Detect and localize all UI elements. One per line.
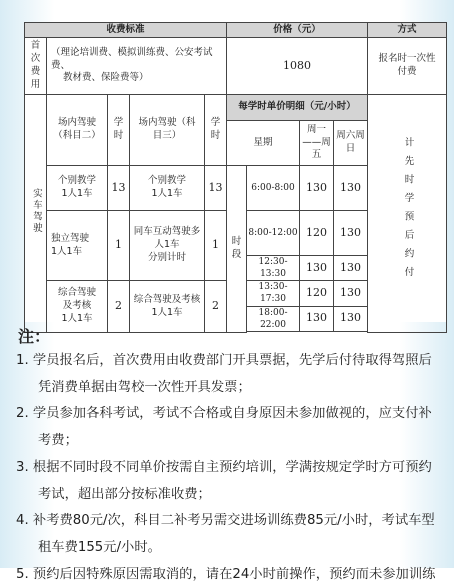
note-item-line2: 租车费155元/小时。 xyxy=(38,539,161,555)
note-item-line2: 考费； xyxy=(38,433,78,449)
note-item-line2: 凭消费单据由驾校一次性开具发票； xyxy=(38,379,251,395)
weekend-price: 130 xyxy=(334,211,368,256)
time-slot: 6:00-8:00 xyxy=(247,166,300,211)
weekday-price: 120 xyxy=(300,211,334,256)
table-cell: 1 xyxy=(108,211,130,281)
note-item-line1: 2. 学员参加各科考试，考试不合格或自身原因未参加做视的，应支付补 xyxy=(16,406,432,422)
header-price: 价格（元） xyxy=(227,23,368,38)
col-header-hours-a: 学时 xyxy=(108,95,130,166)
table-cell: 综合驾驶 及考核 1人1车 xyxy=(47,281,108,333)
practical-label-text: 实车驾驶 xyxy=(30,188,42,235)
weekend-price: 130 xyxy=(334,281,368,306)
note-item-line1: 1. 学员报名后，首次费用由收费部门开具票据，先学后付待取得驾照后 xyxy=(16,353,432,368)
col-header-subject2: 场内驾驶（科目二） xyxy=(47,95,108,166)
table-cell: 独立驾驶 1人1车 xyxy=(47,211,108,281)
header-fee-standard: 收费标准 xyxy=(25,23,227,38)
period-label: 时段 xyxy=(227,166,247,333)
notes-section xyxy=(16,326,446,588)
first-fee-content-line2: 教材费、保险费等） xyxy=(63,72,149,84)
weekend-price: 130 xyxy=(334,256,368,281)
time-slot: 18:00-22:00 xyxy=(247,306,300,331)
mon-fri-header: 周一——周五 xyxy=(300,121,334,166)
weekend-price: 130 xyxy=(334,166,368,211)
first-fee-content xyxy=(47,38,227,95)
time-slot: 12:30-13:30 xyxy=(247,256,300,281)
time-slot: 8:00-12:00 xyxy=(247,211,300,256)
weekday-price: 120 xyxy=(300,281,334,306)
weekday-price: 130 xyxy=(300,256,334,281)
notes-title: 注： xyxy=(18,327,51,346)
note-item-line1: 5. 预约后因特殊原因需取消的，请在24小时前操作，预约而未参加训练 xyxy=(16,566,436,582)
weekday-price: 130 xyxy=(300,166,334,211)
table-cell: 13 xyxy=(108,166,130,211)
practical-method-text: 计先时学预后约付 xyxy=(402,137,414,286)
weekday-price: 130 xyxy=(300,306,334,331)
table-cell: 2 xyxy=(108,281,130,333)
table-cell: 2 xyxy=(205,281,227,333)
unit-price-title: 每学时单价明细（元/小时） xyxy=(227,95,368,121)
note-item-line1: 4. 补考费80元/次，科目二补考另需交进场训练费85元/小时，考试车型 xyxy=(16,513,435,529)
table-cell: 综合驾驶及考核 1人1车 xyxy=(130,281,205,333)
fee-table-container xyxy=(24,22,446,330)
table-cell: 13 xyxy=(205,166,227,211)
first-fee-price: 1080 xyxy=(227,38,368,95)
note-item-line2: 考试，超出部分按标准收费； xyxy=(38,486,211,502)
time-slot: 13:30-17:30 xyxy=(247,281,300,306)
table-cell: 1 xyxy=(205,211,227,281)
table-cell: 个别教学 1人1车 xyxy=(47,166,108,211)
fee-table xyxy=(24,22,447,333)
first-fee-label: 首次费用 xyxy=(25,38,47,95)
sat-sun-header: 周六周日 xyxy=(334,121,368,166)
col-header-hours-b: 学时 xyxy=(205,95,227,166)
first-fee-content-line1: （理论培训费、模拟训练费、公安考试费、 xyxy=(51,46,213,71)
week-label: 星期 xyxy=(227,121,300,166)
practical-method xyxy=(368,95,447,333)
header-method: 方式 xyxy=(368,23,447,38)
weekend-price: 130 xyxy=(334,306,368,331)
first-fee-method: 报名时一次性付费 xyxy=(368,38,447,95)
note-item-line1: 3. 根据不同时段不同单价按需自主预约培训，学满按规定学时方可预约 xyxy=(16,459,432,475)
practical-label xyxy=(25,95,47,333)
table-cell: 个别教学 1人1车 xyxy=(130,166,205,211)
col-header-subject3: 场内驾驶（科目三） xyxy=(130,95,205,166)
table-cell: 同车互动驾驶多 人1车 分别计时 xyxy=(130,211,205,281)
